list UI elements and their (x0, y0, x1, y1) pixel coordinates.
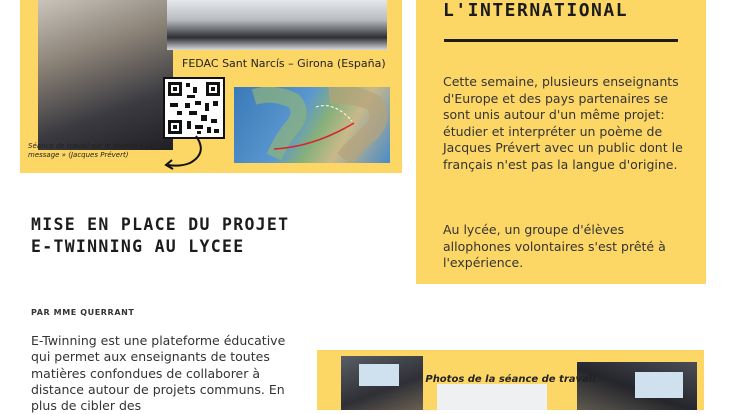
classroom-photo (38, 0, 173, 150)
session-note: Séance de travail sur le poème « Le message » (Jacques Prévert) (28, 142, 155, 159)
photos-title: Photos de la séance de travail (425, 374, 596, 385)
session-photo-3 (577, 362, 697, 410)
article-byline: PAR MME QUERRANT (31, 308, 135, 317)
world-map (234, 87, 390, 163)
panel-paragraph-1: Cette semaine, plusieurs enseignants d'Europe et des pays partenaires se sont unis autour d'un même projet: étudier et interpréter un poème de Jacques Prévert avec un public dont le français n'est pas la langue d'origine. (443, 74, 683, 172)
title-divider (444, 39, 678, 42)
international-panel (416, 0, 706, 284)
curved-arrow-icon (160, 133, 210, 171)
session-photos (317, 350, 704, 410)
session-photo-2 (437, 384, 547, 410)
qr-code-icon (163, 77, 225, 139)
panel-title: L'INTERNATIONAL (443, 0, 629, 21)
article-title: MISE EN PLACE DU PROJET E-TWINNING AU LYCEE (31, 215, 290, 256)
collage-caption: FEDAC Sant Narcís – Girona (España) (182, 57, 386, 70)
article-body: E-Twinning est une plateforme éducative qui permet aux enseignants de toutes matières confondues de collaborer à distance autour de projets communs. En plus de cibler des (31, 333, 286, 414)
panel-paragraph-2: Au lycée, un groupe d'élèves allophones volontaires s'est prêté à l'expérience. (443, 222, 666, 270)
group-photo (167, 0, 387, 50)
photo-collage (20, 0, 402, 173)
